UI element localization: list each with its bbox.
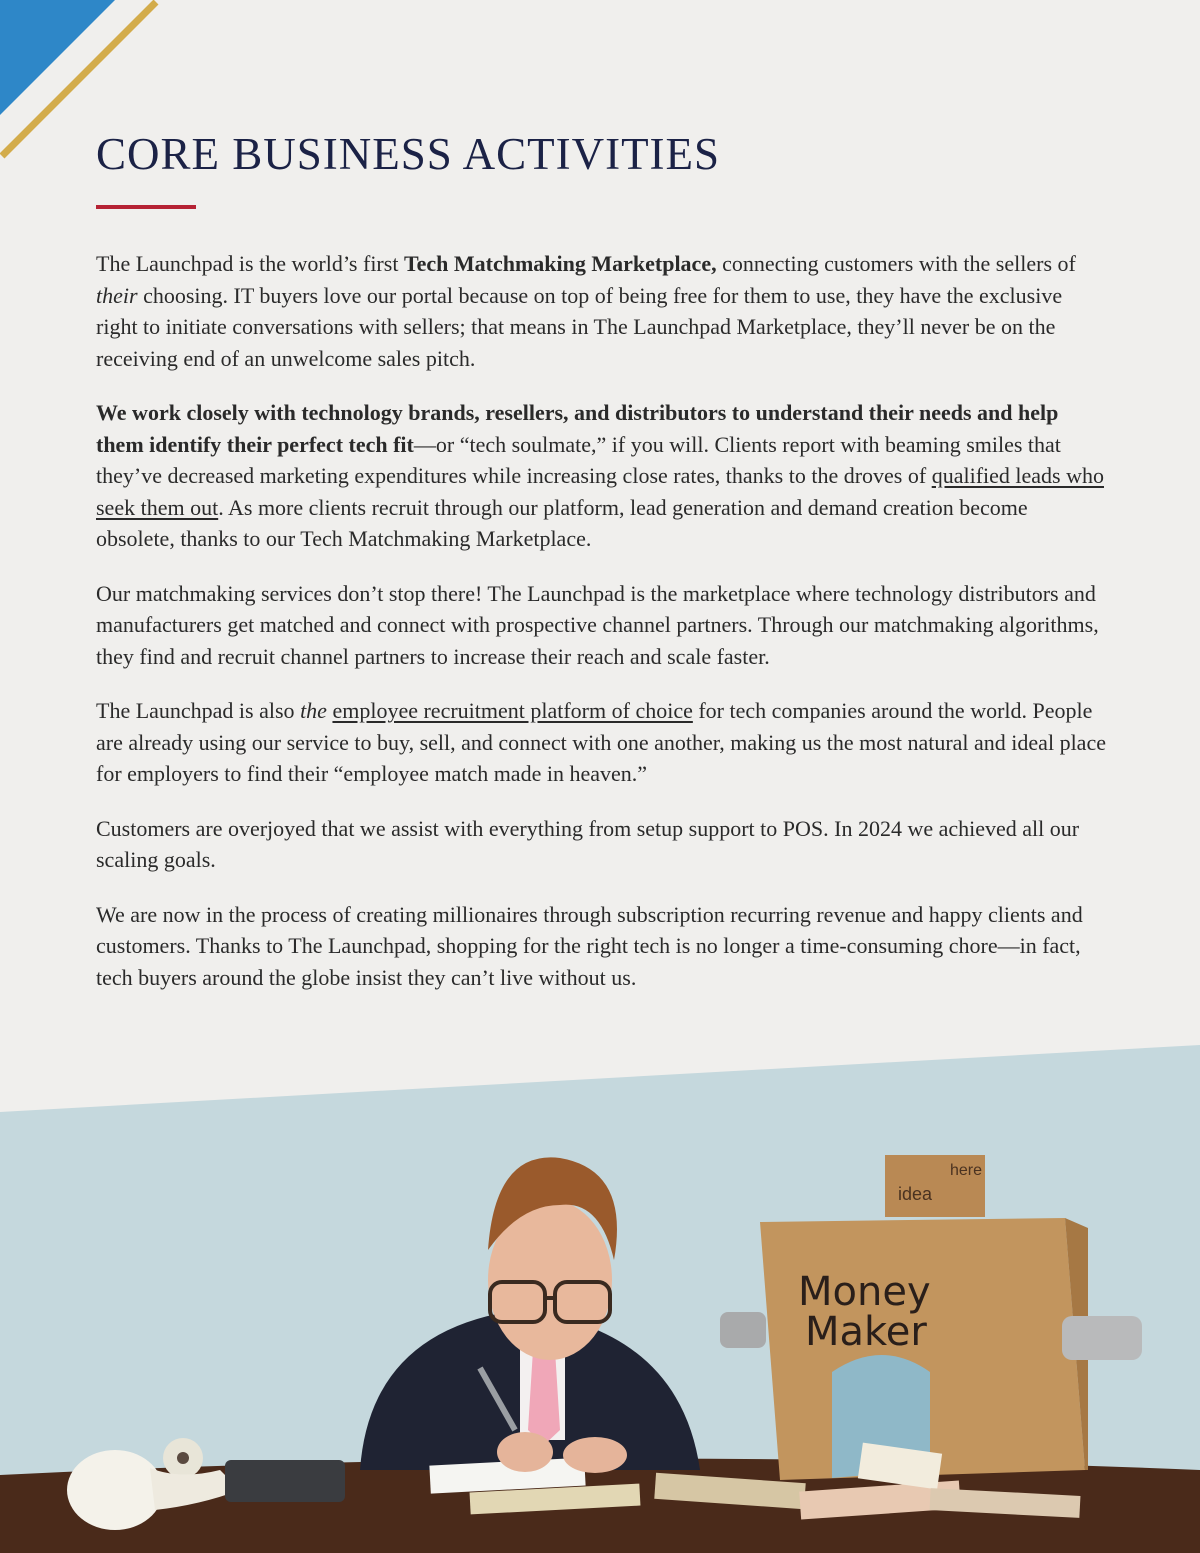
body-text <box>96 248 1106 1016</box>
paragraph-3: Our matchmaking services don’t stop there! The Launchpad is the marketplace where technology distributors and manufacturers get matched and connect with prospective channel partners. Through our matchmaking algorithms, they find and recruit channel partners to increase their reach and scale faster. <box>96 580 1099 669</box>
qualified-leads-link[interactable]: qualified leads who seek them out <box>96 463 1104 520</box>
paragraph-5: Customers are overjoyed that we assist with everything from setup support to POS. In 2024 we achieved all our scaling goals. <box>96 815 1080 872</box>
sign-right-text: here <box>950 1162 983 1179</box>
paragraph-2: We work closely with technology brands, resellers, and distributors to understand their needs and help them identify their perfect tech fit—or “tech soulmate,” if you will. Clients report with beaming smiles that they’ve decreased marketing expenditures while increasing close rates, thanks to the droves of qualified leads who seek them out. As more clients recruit through our platform, lead generation and demand creation become obsolete, thanks to our Tech Matchmaking Marketplace. <box>96 400 1104 551</box>
paragraph-1: The Launchpad is the world’s first Tech Matchmaking Marketplace, connecting customers with the sellers of their choosing. IT buyers love our portal because on top of being free for them to use, they have the exclusive right to initiate conversations with sellers; that means in The Launchpad Marketplace, they’ll never be on the receiving end of an unwelcome sales pitch. <box>96 251 1076 371</box>
paragraph-6: We are now in the process of creating millionaires through subscription recurring revenue and happy clients and customers. Thanks to The Launchpad, shopping for the right tech is no longer a time-consuming chore—in fact, tech buyers around the globe insist they can’t live without us. <box>96 901 1083 990</box>
sign-left-text: idea <box>898 1184 933 1204</box>
employee-recruitment-link[interactable]: employee recruitment platform of choice <box>332 698 693 723</box>
box-label-maker: Maker <box>805 1309 927 1355</box>
paragraph-4: The Launchpad is also the employee recruitment platform of choice for tech companies around the world. People are already using our service to buy, sell, and connect with one another, making us the most natural and ideal place for employers to find their “employee match made in heaven.” <box>96 698 1106 786</box>
box-label-money: Money <box>798 1269 931 1315</box>
title-underline <box>96 205 196 209</box>
page-title: CORE BUSINESS ACTIVITIES <box>96 129 721 179</box>
money-maker-photo <box>0 1045 1200 1553</box>
